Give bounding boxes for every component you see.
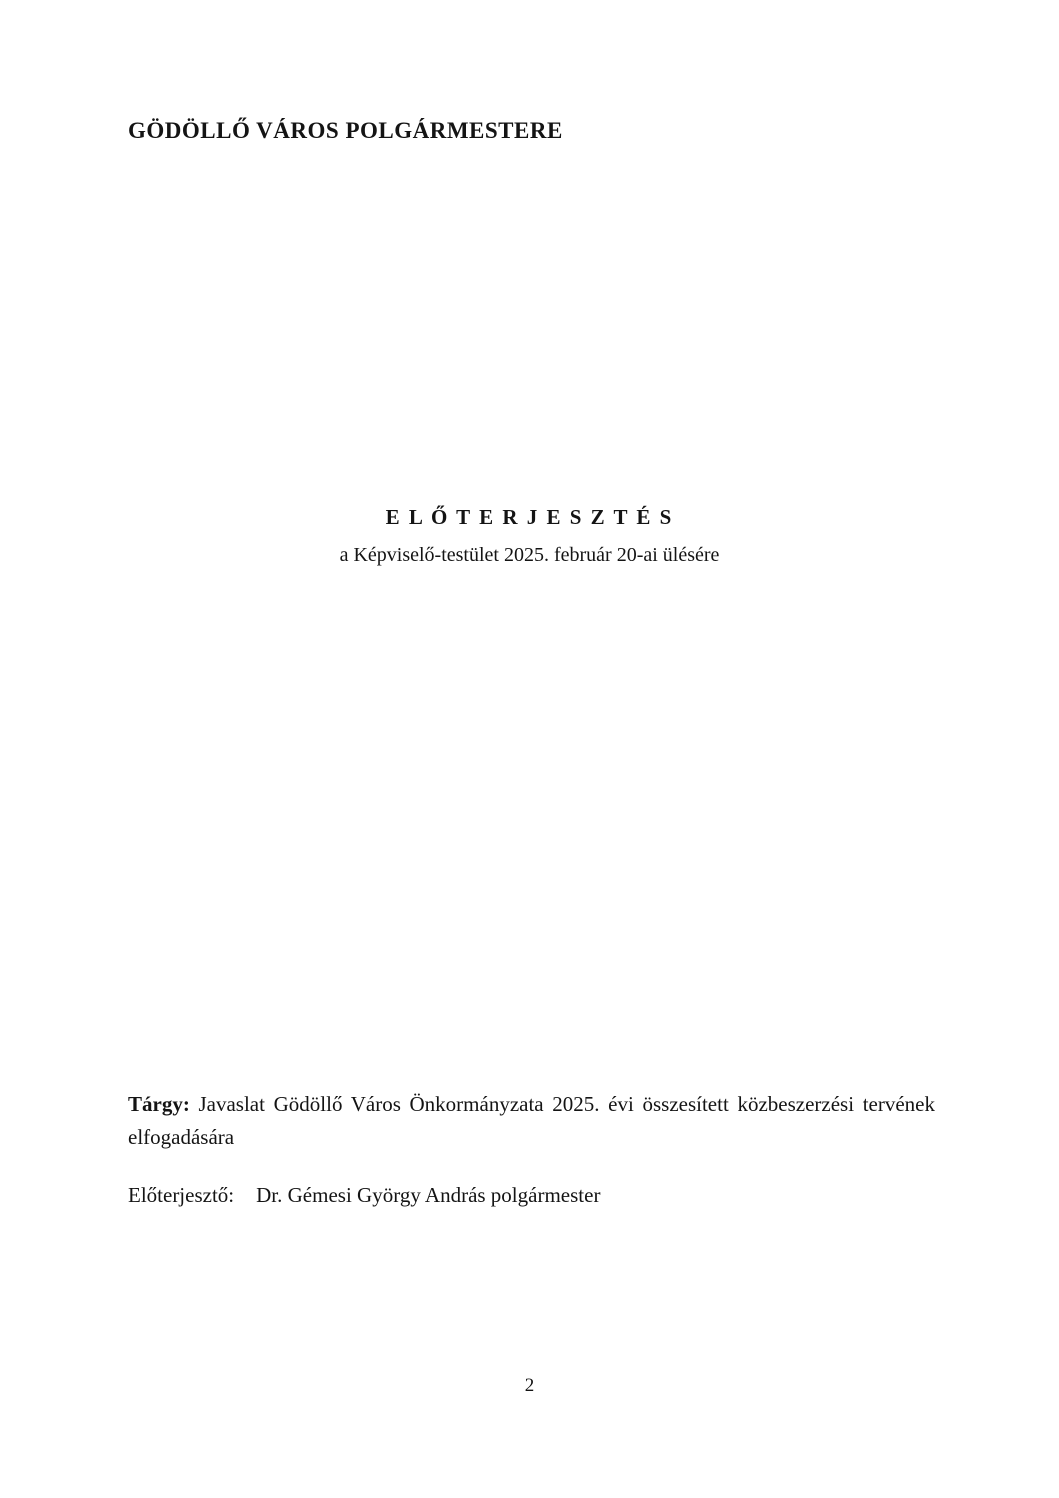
document-title: E L Ő T E R J E S Z T É S (385, 505, 674, 529)
title-block (0, 505, 1059, 567)
presenter-text: Dr. Gémesi György András polgármester (256, 1183, 601, 1207)
page-number: 2 (524, 1375, 535, 1396)
presenter-line (128, 1183, 600, 1208)
document-subtitle: a Képviselő-testület 2025. február 20-ai ülésére (339, 544, 720, 566)
subject-label: Tárgy: (128, 1092, 190, 1116)
presenter-label: Előterjesztő: (128, 1183, 235, 1207)
subject-paragraph (128, 1088, 935, 1154)
subject-text: Javaslat Gödöllő Város Önkormányzata 2025. évi összesített közbeszerzési tervének elfogadására (128, 1092, 935, 1149)
document-header: GÖDÖLLŐ VÁROS POLGÁRMESTERE (128, 118, 563, 143)
